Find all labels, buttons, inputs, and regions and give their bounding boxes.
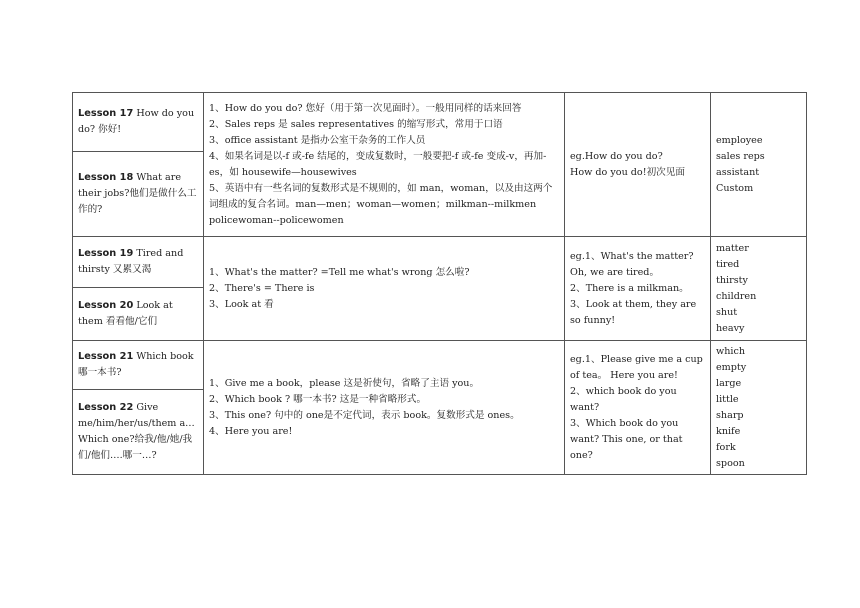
lesson-number: Lesson 21: [78, 351, 134, 362]
table-row: [73, 341, 807, 390]
vocab-cell: [711, 93, 807, 237]
vocab-word: thirsty: [716, 274, 748, 286]
lesson-number: Lesson 22: [78, 402, 134, 413]
vocab-word: heavy: [716, 322, 745, 334]
example-line: eg.How do you do?: [570, 150, 663, 162]
notes-cell: [204, 341, 565, 475]
lesson-cell: [73, 237, 204, 288]
note-line: 3、This one? 句中的 one是不定代词，表示 book。复数形式是 ones。: [209, 409, 520, 421]
vocab-cell: [711, 237, 807, 341]
example-line: eg.1、Please give me a cup of tea。 Here you are!: [570, 353, 703, 381]
note-line: 1、How do you do? 您好（用于第一次见面时）。一般用同样的话来回答: [209, 102, 522, 114]
lesson-title: Look at them 看看他/它们: [78, 300, 173, 327]
vocab-cell: [711, 341, 807, 475]
note-line: 2、There's = There is: [209, 282, 315, 294]
note-line: 4、如果名词是以-f 或-fe 结尾的，变成复数时，一般要把-f 或-fe 变成-v，再加-es，如 housewife—housewives: [209, 150, 547, 178]
note-line: 2、Sales reps 是 sales representatives 的缩写形式，常用于口语: [209, 118, 503, 130]
note-line: 1、What's the matter? =Tell me what's wrong 怎么啦?: [209, 266, 470, 278]
lesson-table: [72, 92, 807, 475]
example-line: 3、Which book do you want? This one, or that one?: [570, 417, 683, 461]
lesson-cell: [73, 390, 204, 475]
note-line: 5、英语中有一些名词的复数形式是不规则的，如 man，woman，以及由这两个词组成的复合名词。man—men；woman—women；milkman--milkmen policewoman--policewomen: [209, 182, 553, 226]
lesson-cell: [73, 152, 204, 237]
vocab-word: shut: [716, 306, 738, 318]
example-cell: [565, 237, 711, 341]
example-line: eg.1、What's the matter?: [570, 250, 694, 262]
lesson-number: Lesson 19: [78, 248, 134, 259]
vocab-word: little: [716, 393, 739, 405]
vocab-word: tired: [716, 258, 740, 270]
example-cell: [565, 93, 711, 237]
note-line: 2、Which book ? 哪一本书? 这是一种省略形式。: [209, 393, 427, 405]
vocab-word: spoon: [716, 457, 745, 469]
vocab-word: children: [716, 290, 757, 302]
vocab-word: which: [716, 345, 746, 357]
note-line: 3、office assistant 是指办公室干杂务的工作人员: [209, 134, 426, 146]
vocab-word: large: [716, 377, 742, 389]
example-line: 2、There is a milkman。: [570, 282, 689, 294]
lesson-cell: [73, 288, 204, 341]
table-row: [73, 93, 807, 152]
vocab-word: empty: [716, 361, 747, 373]
note-line: 1、Give me a book，please 这是祈使句，省略了主语 you。: [209, 377, 480, 389]
lesson-title: What are their jobs?他们是做什么工作的?: [78, 172, 197, 215]
notes-cell: [204, 237, 565, 341]
lesson-title: Give me/him/her/us/them a…Which one?给我/他/她/我们/他们….哪一…?: [78, 402, 195, 461]
notes-cell: [204, 93, 565, 237]
vocab-word: sharp: [716, 409, 744, 421]
lesson-number: Lesson 20: [78, 300, 134, 311]
vocab-word: knife: [716, 425, 741, 437]
example-line: 2、which book do you want?: [570, 385, 677, 413]
vocab-word: sales reps: [716, 150, 765, 162]
lesson-title: How do you do? 你好!: [78, 108, 195, 135]
note-line: 4、Here you are!: [209, 425, 293, 437]
lesson-cell: [73, 93, 204, 152]
lesson-number: Lesson 18: [78, 172, 134, 183]
lesson-title: Tired and thirsty 又累又渴: [78, 248, 184, 275]
table-row: [73, 237, 807, 288]
lesson-number: Lesson 17: [78, 108, 134, 119]
vocab-word: matter: [716, 242, 749, 254]
example-line: 3、Look at them, they are so funny!: [570, 298, 697, 326]
vocab-word: fork: [716, 441, 736, 453]
example-line: Oh, we are tired。: [570, 266, 660, 278]
vocab-word: employee: [716, 134, 763, 146]
example-cell: [565, 341, 711, 475]
example-line: How do you do!初次见面: [570, 166, 685, 178]
lesson-title: Which book 哪一本书?: [78, 351, 194, 378]
note-line: 3、Look at 看: [209, 298, 274, 310]
vocab-word: Custom: [716, 182, 754, 194]
lesson-cell: [73, 341, 204, 390]
vocab-word: assistant: [716, 166, 760, 178]
